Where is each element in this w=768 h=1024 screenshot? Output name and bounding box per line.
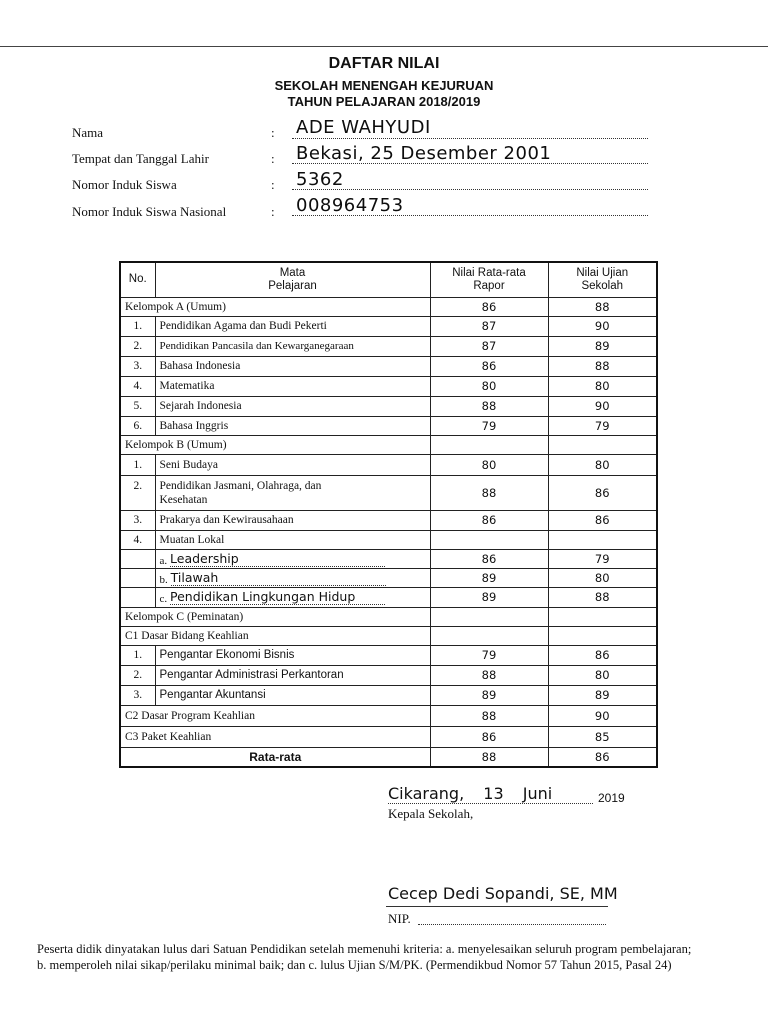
group-row [120, 435, 657, 454]
table-row [120, 530, 657, 549]
row-number: 2. [120, 665, 155, 685]
nip-line [418, 924, 606, 925]
nisn-colon: : [271, 204, 275, 219]
header-subject-line2: Pelajaran [268, 279, 317, 292]
ujian-value: 90 [548, 705, 657, 726]
ujian-value: 86 [548, 475, 657, 510]
empty-cell [430, 626, 548, 645]
nis-value: 5362 [296, 169, 344, 190]
empty-cell [120, 568, 155, 587]
row-number: 2. [120, 475, 155, 510]
name-line [292, 138, 648, 139]
subject-name: Pendidikan Pancasila dan Kewarganegaraan [155, 336, 430, 356]
local-subject-name: Tilawah [170, 569, 219, 585]
table-row [120, 336, 657, 356]
table-row [120, 645, 657, 665]
ujian-value: 88 [548, 297, 657, 316]
local-subject-name: Pendidikan Lingkungan Hidup [170, 589, 356, 604]
nis-label: Nomor Induk Siswa [72, 177, 177, 192]
table-row [120, 587, 657, 607]
table-row [120, 454, 657, 475]
row-number: 1. [120, 454, 155, 475]
header-rapor-line2: Rapor [473, 279, 505, 292]
local-letter: c. [159, 593, 168, 605]
rapor-value: 87 [430, 316, 548, 336]
name-colon: : [271, 125, 275, 140]
subject-name: Pengantar Akuntansi [155, 685, 430, 705]
rapor-value: 89 [430, 685, 548, 705]
ujian-value: 85 [548, 726, 657, 747]
ujian-value: 79 [548, 549, 657, 568]
subject-name: Bahasa Inggris [155, 416, 430, 435]
name-label: Nama [72, 125, 104, 140]
subject-name: Matematika [155, 376, 430, 396]
grades-table [119, 261, 658, 768]
group-row [120, 607, 657, 626]
empty-cell [548, 626, 657, 645]
empty-cell [548, 435, 657, 454]
local-letter: a. [159, 554, 168, 567]
ujian-value: 89 [548, 336, 657, 356]
subject-name: Pendidikan Jasmani, Olahraga, dan Kesehatan [155, 475, 430, 510]
average-row [120, 747, 657, 767]
empty-cell [120, 549, 155, 568]
ujian-value: 80 [548, 376, 657, 396]
empty-cell [430, 435, 548, 454]
rapor-value: 86 [430, 356, 548, 376]
rapor-value: 87 [430, 336, 548, 356]
empty-cell [430, 530, 548, 549]
row-number: 4. [120, 530, 155, 549]
sign-place: Cikarang, [388, 784, 465, 803]
nisn-label: Nomor Induk Siswa Nasional [72, 204, 227, 219]
top-rule [0, 46, 768, 47]
local-subject [155, 587, 430, 607]
header-no: No. [120, 262, 155, 297]
subject-name: Pengantar Administrasi Perkantoran [155, 665, 430, 685]
table-row [120, 396, 657, 416]
principal-name: Cecep Dedi Sopandi, SE, MM [388, 884, 618, 903]
sign-day: 13 [483, 784, 504, 803]
local-subject [155, 568, 430, 587]
graduation-note [37, 941, 737, 973]
rapor-value: 86 [430, 549, 548, 568]
nisn-line [292, 215, 648, 216]
ujian-value: 88 [548, 356, 657, 376]
rapor-value: 86 [430, 297, 548, 316]
header-subject-line1: Mata [279, 266, 306, 279]
birth-value: Bekasi, 25 Desember 2001 [296, 143, 552, 164]
birth-colon: : [271, 151, 275, 166]
sign-year: 2019 [598, 791, 625, 805]
average-rapor: 88 [430, 747, 548, 767]
graduation-note-line1: Peserta didik dinyatakan lulus dari Satuan Pendidikan setelah memenuhi kriteria: a. menyelesaikan seluruh program pembelajaran; [37, 942, 692, 956]
rapor-value: 86 [430, 510, 548, 530]
ujian-value: 86 [548, 645, 657, 665]
school-type: SEKOLAH MENENGAH KEJURUAN [274, 78, 494, 93]
table-header-row [120, 262, 657, 297]
row-number: 2. [120, 336, 155, 356]
ujian-value: 80 [548, 454, 657, 475]
table-row [120, 416, 657, 435]
rapor-value: 89 [430, 587, 548, 607]
ujian-value: 90 [548, 396, 657, 416]
subgroup-label: C3 Paket Keahlian [120, 726, 430, 747]
rapor-value: 79 [430, 645, 548, 665]
document-title: DAFTAR NILAI [328, 55, 440, 72]
table-row [120, 356, 657, 376]
subject-name: Prakarya dan Kewirausahaan [155, 510, 430, 530]
header-rapor-line1: Nilai Rata-rata [452, 266, 526, 279]
place-date-line [388, 803, 593, 804]
table-row [120, 316, 657, 336]
academic-year: TAHUN PELAJARAN 2018/2019 [287, 94, 481, 109]
header-subject [155, 262, 430, 297]
row-number: 1. [120, 645, 155, 665]
nis-line [292, 189, 648, 190]
rapor-value: 80 [430, 376, 548, 396]
rapor-value: 89 [430, 568, 548, 587]
table-row [120, 475, 657, 510]
ujian-value: 79 [548, 416, 657, 435]
place-date [388, 784, 552, 803]
local-subject-name: Leadership [170, 550, 239, 566]
group-row [120, 297, 657, 316]
row-number: 1. [120, 316, 155, 336]
subject-name: Pengantar Ekonomi Bisnis [155, 645, 430, 665]
rapor-value: 80 [430, 454, 548, 475]
table-row [120, 665, 657, 685]
ujian-value: 90 [548, 316, 657, 336]
group-label: Kelompok A (Umum) [120, 297, 430, 316]
rapor-value: 88 [430, 396, 548, 416]
rapor-value: 88 [430, 475, 548, 510]
table-row [120, 376, 657, 396]
ujian-value: 88 [548, 587, 657, 607]
local-letter: b. [159, 573, 168, 586]
ujian-value: 89 [548, 685, 657, 705]
rapor-value: 86 [430, 726, 548, 747]
header-ujian-line2: Sekolah [581, 279, 624, 292]
nisn-value: 008964753 [296, 195, 404, 216]
ujian-value: 86 [548, 510, 657, 530]
header-rapor [430, 262, 548, 297]
group-label: Kelompok C (Peminatan) [120, 607, 430, 626]
subject-name: Pendidikan Agama dan Budi Pekerti [155, 316, 430, 336]
local-subject [155, 549, 430, 568]
ujian-value: 80 [548, 568, 657, 587]
nis-colon: : [271, 177, 275, 192]
rapor-value: 79 [430, 416, 548, 435]
subject-name: Muatan Lokal [155, 530, 430, 549]
row-number: 3. [120, 356, 155, 376]
subgroup-row [120, 626, 657, 645]
subgroup-row [120, 705, 657, 726]
row-number: 3. [120, 685, 155, 705]
subgroup-label: C2 Dasar Program Keahlian [120, 705, 430, 726]
subject-name: Sejarah Indonesia [155, 396, 430, 416]
subgroup-label: C1 Dasar Bidang Keahlian [120, 626, 430, 645]
row-number: 3. [120, 510, 155, 530]
rapor-value: 88 [430, 705, 548, 726]
name-value: ADE WAHYUDI [296, 117, 431, 138]
empty-cell [548, 607, 657, 626]
table-row [120, 685, 657, 705]
row-number: 6. [120, 416, 155, 435]
subject-name: Bahasa Indonesia [155, 356, 430, 376]
empty-cell [430, 607, 548, 626]
graduation-note-line2: b. memperoleh nilai sikap/perilaku minimal baik; dan c. lulus Ujian S/M/PK. (Permendikbud Nomor 57 Tahun 2015, Pasal 24) [37, 958, 672, 972]
table-row [120, 568, 657, 587]
row-number: 5. [120, 396, 155, 416]
principal-role: Kepala Sekolah, [388, 806, 474, 821]
group-label: Kelompok B (Umum) [120, 435, 430, 454]
ujian-value: 80 [548, 665, 657, 685]
nip-label: NIP. [388, 911, 411, 926]
table-row [120, 549, 657, 568]
subgroup-row [120, 726, 657, 747]
subject-name: Seni Budaya [155, 454, 430, 475]
sign-month: Juni [522, 784, 553, 803]
header-ujian-line1: Nilai Ujian [576, 266, 629, 279]
average-label: Rata-rata [120, 747, 430, 767]
row-number: 4. [120, 376, 155, 396]
empty-cell [120, 587, 155, 607]
empty-cell [548, 530, 657, 549]
average-ujian: 86 [548, 747, 657, 767]
header-ujian [548, 262, 657, 297]
birth-line [292, 163, 648, 164]
principal-name-underline [386, 906, 608, 907]
birth-label: Tempat dan Tanggal Lahir [72, 151, 209, 166]
table-row [120, 510, 657, 530]
rapor-value: 88 [430, 665, 548, 685]
